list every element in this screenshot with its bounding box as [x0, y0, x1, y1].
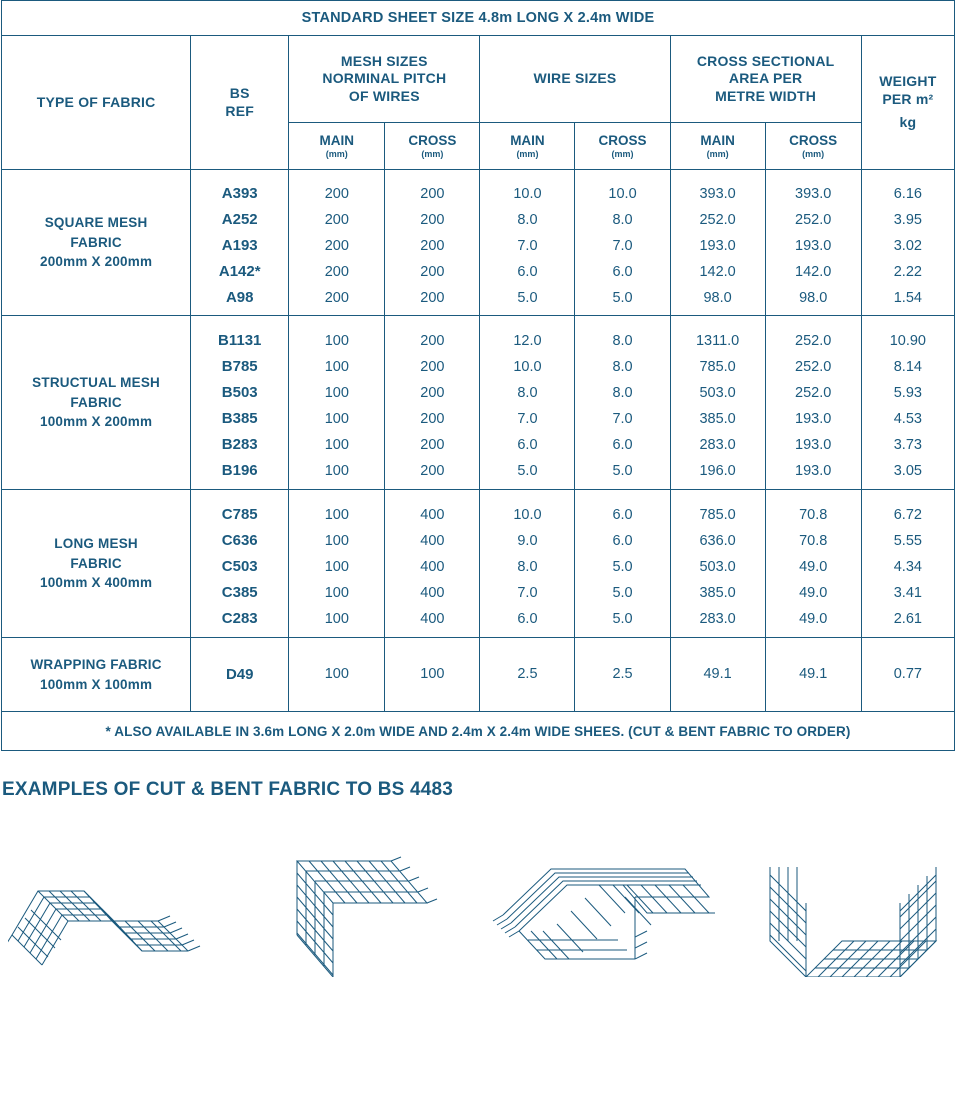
- group-name-line1: STRUCTUAL MESH: [32, 375, 160, 391]
- bs-ref-value: A142*: [218, 262, 261, 280]
- subheader-area-main-unit: (mm): [706, 149, 729, 160]
- bs-ref-value: A193: [221, 236, 258, 254]
- header-bs-ref-line1: BS: [229, 85, 250, 101]
- header-mesh-sizes-line3: OF WIRES: [348, 87, 420, 104]
- area-cross-value: 70.8: [799, 532, 828, 549]
- wire-cross-value: 5.0: [612, 610, 633, 627]
- mesh-main-value: 100: [324, 558, 349, 575]
- wire-cross-value: 5.0: [612, 584, 633, 601]
- header-mesh-sizes-line2: NORMINAL PITCH: [322, 70, 447, 87]
- area-main-value: 283.0: [699, 436, 736, 453]
- weight-value: 2.61: [893, 610, 922, 627]
- group-name-line2: FABRIC: [70, 234, 122, 250]
- weight-value: 5.93: [893, 384, 922, 401]
- figure-u-channel-mesh: [758, 817, 948, 977]
- group-name-line1: WRAPPING FABRIC: [30, 656, 162, 672]
- area-main-value: 385.0: [699, 584, 736, 601]
- mesh-cross-value: 200: [420, 462, 445, 479]
- table-title-row: [2, 1, 955, 36]
- group-name-square-mesh: [2, 170, 191, 316]
- group-area-cross: [765, 316, 861, 490]
- area-cross-value: 98.0: [799, 289, 828, 306]
- subheader-mesh-cross-label: CROSS: [408, 132, 457, 148]
- wire-cross-value: 6.0: [612, 436, 633, 453]
- figure-folded-sheet-mesh: [485, 817, 715, 977]
- group-name-line3: 200mm X 200mm: [40, 254, 153, 270]
- mesh-cross-value: 200: [420, 358, 445, 375]
- mesh-main-value: 200: [324, 185, 349, 202]
- wire-cross-value: 5.0: [612, 462, 633, 479]
- weight-value: 3.02: [893, 237, 922, 254]
- subheader-mesh-cross-unit: (mm): [421, 149, 444, 160]
- area-main-value: 196.0: [699, 462, 736, 479]
- area-main-value: 193.0: [699, 237, 736, 254]
- weight-value: 4.34: [893, 558, 922, 575]
- group-wire-cross: [575, 316, 670, 490]
- group-mesh-main: [289, 490, 385, 638]
- area-cross-value: 49.0: [799, 558, 828, 575]
- header-cross-sectional-line1: CROSS SECTIONAL: [696, 52, 835, 69]
- mesh-main-value: 100: [289, 638, 385, 712]
- area-main-value: 283.0: [699, 610, 736, 627]
- area-cross-value: 252.0: [795, 384, 832, 401]
- area-main-value: 98.0: [703, 289, 732, 306]
- bs-ref-value: C636: [221, 531, 258, 549]
- area-main-value: 252.0: [699, 211, 736, 228]
- group-bs-refs: [191, 316, 289, 490]
- wire-main-value: 7.0: [517, 410, 538, 427]
- area-cross-value: 142.0: [795, 263, 832, 280]
- wire-main-value: 2.5: [480, 638, 575, 712]
- subheader-area-main: [670, 123, 765, 170]
- mesh-cross-value: 400: [420, 558, 445, 575]
- bs-ref-value: B385: [221, 409, 258, 427]
- mesh-main-value: 100: [324, 462, 349, 479]
- group-mesh-cross: [385, 316, 480, 490]
- weight-value: 6.72: [893, 506, 922, 523]
- table-row: [2, 316, 955, 490]
- group-weight: [861, 316, 954, 490]
- group-weight: [861, 170, 954, 316]
- header-cross-sectional-area: [670, 36, 861, 123]
- header-type-of-fabric: TYPE OF FABRIC: [2, 36, 191, 170]
- area-main-value: 393.0: [699, 185, 736, 202]
- area-cross-value: 70.8: [799, 506, 828, 523]
- group-wire-cross: [575, 490, 670, 638]
- mesh-main-value: 100: [324, 384, 349, 401]
- area-main-value: 503.0: [699, 558, 736, 575]
- mesh-cross-value: 200: [420, 410, 445, 427]
- area-cross-value: 252.0: [795, 358, 832, 375]
- wire-cross-value: 6.0: [612, 506, 633, 523]
- mesh-cross-value: 200: [420, 185, 445, 202]
- wire-cross-value: 5.0: [612, 289, 633, 306]
- group-wire-main: [480, 316, 575, 490]
- subheader-wire-cross-label: CROSS: [598, 132, 647, 148]
- subheader-area-cross-label: CROSS: [789, 132, 838, 148]
- weight-value: 3.41: [893, 584, 922, 601]
- mesh-main-value: 100: [324, 532, 349, 549]
- wire-cross-value: 6.0: [612, 263, 633, 280]
- wire-cross-value: 8.0: [612, 332, 633, 349]
- mesh-cross-value: 200: [420, 211, 445, 228]
- group-bs-refs: [191, 490, 289, 638]
- table-row: [2, 170, 955, 316]
- subheader-mesh-main-unit: (mm): [325, 149, 348, 160]
- mesh-cross-value: 400: [420, 532, 445, 549]
- wire-main-value: 6.0: [517, 263, 538, 280]
- wire-main-value: 5.0: [517, 462, 538, 479]
- subheader-area-cross-unit: (mm): [802, 149, 825, 160]
- group-wire-main: [480, 490, 575, 638]
- table-header-row: [2, 36, 955, 123]
- mesh-main-value: 200: [324, 289, 349, 306]
- area-main-value: 636.0: [699, 532, 736, 549]
- header-mesh-sizes: [289, 36, 480, 123]
- mesh-main-value: 200: [324, 237, 349, 254]
- mesh-cross-value: 100: [385, 638, 480, 712]
- header-wire-sizes: WIRE SIZES: [480, 36, 670, 123]
- table-footnote-row: [2, 712, 955, 751]
- wire-main-value: 6.0: [517, 610, 538, 627]
- area-cross-value: 193.0: [795, 436, 832, 453]
- area-main-value: 785.0: [699, 358, 736, 375]
- weight-value: 3.73: [893, 436, 922, 453]
- weight-value: 4.53: [893, 410, 922, 427]
- weight-value: 1.54: [893, 289, 922, 306]
- group-name-structual-mesh: [2, 316, 191, 490]
- header-weight-line1: WEIGHT: [879, 73, 937, 90]
- mesh-main-value: 100: [324, 410, 349, 427]
- area-main-value: 142.0: [699, 263, 736, 280]
- header-weight-unit: kg: [899, 114, 917, 131]
- area-cross-value: 193.0: [795, 410, 832, 427]
- mesh-cross-value: 200: [420, 289, 445, 306]
- wire-main-value: 7.0: [517, 584, 538, 601]
- group-name-line2: FABRIC: [70, 394, 122, 410]
- bs-ref-value: B785: [221, 357, 258, 375]
- bs-ref-value: D49: [191, 638, 289, 712]
- wire-cross-value: 8.0: [612, 211, 633, 228]
- bs-ref-value: B283: [221, 435, 258, 453]
- weight-value: 5.55: [893, 532, 922, 549]
- mesh-main-value: 100: [324, 332, 349, 349]
- group-name-long-mesh: [2, 490, 191, 638]
- mesh-cross-value: 200: [420, 332, 445, 349]
- header-bs-ref: [191, 36, 289, 170]
- mesh-main-value: 100: [324, 506, 349, 523]
- weight-value: 0.77: [861, 638, 954, 712]
- subheader-wire-main-unit: (mm): [516, 149, 539, 160]
- subheader-wire-cross-unit: (mm): [611, 149, 634, 160]
- table-row: [2, 638, 955, 712]
- header-cross-sectional-line2: AREA PER: [728, 70, 803, 87]
- figure-l-shape-mesh: [251, 817, 441, 977]
- area-cross-value: 49.0: [799, 610, 828, 627]
- mesh-main-value: 200: [324, 263, 349, 280]
- bs-ref-value: A252: [221, 210, 258, 228]
- figure-trapezoid-mesh: [8, 817, 208, 977]
- group-name-line2: 100mm X 100mm: [40, 676, 153, 692]
- area-cross-value: 49.0: [799, 584, 828, 601]
- mesh-cross-value: 400: [420, 584, 445, 601]
- wire-cross-value: 5.0: [612, 558, 633, 575]
- bs-ref-value: C785: [221, 505, 258, 523]
- figure-gallery: [0, 817, 956, 977]
- weight-value: 10.90: [889, 332, 926, 349]
- group-area-cross: [765, 490, 861, 638]
- header-weight-line2: PER m²: [882, 90, 934, 107]
- table-title: STANDARD SHEET SIZE 4.8m LONG X 2.4m WIDE: [2, 1, 955, 36]
- wire-main-value: 12.0: [513, 332, 542, 349]
- mesh-main-value: 100: [324, 436, 349, 453]
- group-area-main: [670, 170, 765, 316]
- mesh-cross-value: 200: [420, 384, 445, 401]
- header-weight: [861, 36, 954, 170]
- fabric-spec-table: [1, 0, 955, 751]
- group-mesh-cross: [385, 490, 480, 638]
- area-main-value: 503.0: [699, 384, 736, 401]
- mesh-cross-value: 400: [420, 610, 445, 627]
- wire-cross-value: 8.0: [612, 358, 633, 375]
- wire-main-value: 6.0: [517, 436, 538, 453]
- bs-ref-value: A98: [225, 288, 254, 306]
- header-mesh-sizes-line1: MESH SIZES: [340, 52, 428, 69]
- weight-value: 6.16: [893, 185, 922, 202]
- wire-main-value: 10.0: [513, 185, 542, 202]
- section-heading-examples: EXAMPLES OF CUT & BENT FABRIC TO BS 4483: [2, 779, 454, 800]
- group-wire-main: [480, 170, 575, 316]
- group-name-line1: SQUARE MESH: [44, 215, 148, 231]
- mesh-main-value: 100: [324, 584, 349, 601]
- wire-cross-value: 7.0: [612, 237, 633, 254]
- subheader-mesh-main: [289, 123, 385, 170]
- wire-main-value: 7.0: [517, 237, 538, 254]
- bs-ref-value: C385: [221, 583, 258, 601]
- group-wire-cross: [575, 170, 670, 316]
- group-mesh-main: [289, 316, 385, 490]
- mesh-main-value: 100: [324, 358, 349, 375]
- area-cross-value: 252.0: [795, 211, 832, 228]
- group-name-line3: 100mm X 400mm: [40, 575, 153, 591]
- area-cross-value: 49.1: [765, 638, 861, 712]
- area-cross-value: 393.0: [795, 185, 832, 202]
- subheader-wire-main: [480, 123, 575, 170]
- weight-value: 2.22: [893, 263, 922, 280]
- subheader-area-main-label: MAIN: [700, 132, 735, 148]
- group-name-line3: 100mm X 200mm: [40, 414, 153, 430]
- subheader-wire-cross: [575, 123, 670, 170]
- subheader-mesh-cross: [385, 123, 480, 170]
- bs-ref-value: A393: [221, 184, 258, 202]
- subheader-wire-main-label: MAIN: [510, 132, 545, 148]
- wire-cross-value: 8.0: [612, 384, 633, 401]
- group-mesh-main: [289, 170, 385, 316]
- group-name-wrapping-fabric: [2, 638, 191, 712]
- bs-ref-value: C283: [221, 609, 258, 627]
- group-mesh-cross: [385, 170, 480, 316]
- area-main-value: 1311.0: [695, 332, 740, 349]
- area-cross-value: 193.0: [795, 237, 832, 254]
- mesh-main-value: 200: [324, 211, 349, 228]
- bs-ref-value: B503: [221, 383, 258, 401]
- area-main-value: 49.1: [670, 638, 765, 712]
- group-area-main: [670, 490, 765, 638]
- area-main-value: 385.0: [699, 410, 736, 427]
- group-bs-refs: [191, 170, 289, 316]
- group-weight: [861, 490, 954, 638]
- mesh-cross-value: 400: [420, 506, 445, 523]
- group-area-main: [670, 316, 765, 490]
- table-footnote: * ALSO AVAILABLE IN 3.6m LONG X 2.0m WIDE AND 2.4m X 2.4m WIDE SHEES. (CUT & BENT FABRIC TO ORDER): [2, 712, 955, 751]
- mesh-cross-value: 200: [420, 436, 445, 453]
- weight-value: 3.95: [893, 211, 922, 228]
- group-name-line1: LONG MESH: [54, 536, 138, 552]
- weight-value: 8.14: [893, 358, 922, 375]
- wire-main-value: 8.0: [517, 384, 538, 401]
- wire-cross-value: 10.0: [608, 185, 637, 202]
- bs-ref-value: C503: [221, 557, 258, 575]
- wire-cross-value: 2.5: [575, 638, 670, 712]
- header-bs-ref-line2: REF: [225, 102, 255, 119]
- mesh-main-value: 100: [324, 610, 349, 627]
- wire-main-value: 5.0: [517, 289, 538, 306]
- wire-cross-value: 6.0: [612, 532, 633, 549]
- wire-cross-value: 7.0: [612, 410, 633, 427]
- bs-ref-value: B196: [221, 461, 258, 479]
- mesh-cross-value: 200: [420, 237, 445, 254]
- wire-main-value: 9.0: [517, 532, 538, 549]
- area-main-value: 785.0: [699, 506, 736, 523]
- subheader-mesh-main-label: MAIN: [319, 132, 355, 148]
- wire-main-value: 10.0: [513, 358, 542, 375]
- group-area-cross: [765, 170, 861, 316]
- group-name-line2: FABRIC: [70, 555, 122, 571]
- area-cross-value: 193.0: [795, 462, 832, 479]
- wire-main-value: 10.0: [513, 506, 542, 523]
- area-cross-value: 252.0: [795, 332, 832, 349]
- table-row: [2, 490, 955, 638]
- subheader-area-cross: [765, 123, 861, 170]
- weight-value: 3.05: [893, 462, 922, 479]
- header-cross-sectional-line3: METRE WIDTH: [715, 87, 817, 104]
- wire-main-value: 8.0: [517, 211, 538, 228]
- bs-ref-value: B1131: [218, 331, 262, 349]
- wire-main-value: 8.0: [517, 558, 538, 575]
- mesh-cross-value: 200: [420, 263, 445, 280]
